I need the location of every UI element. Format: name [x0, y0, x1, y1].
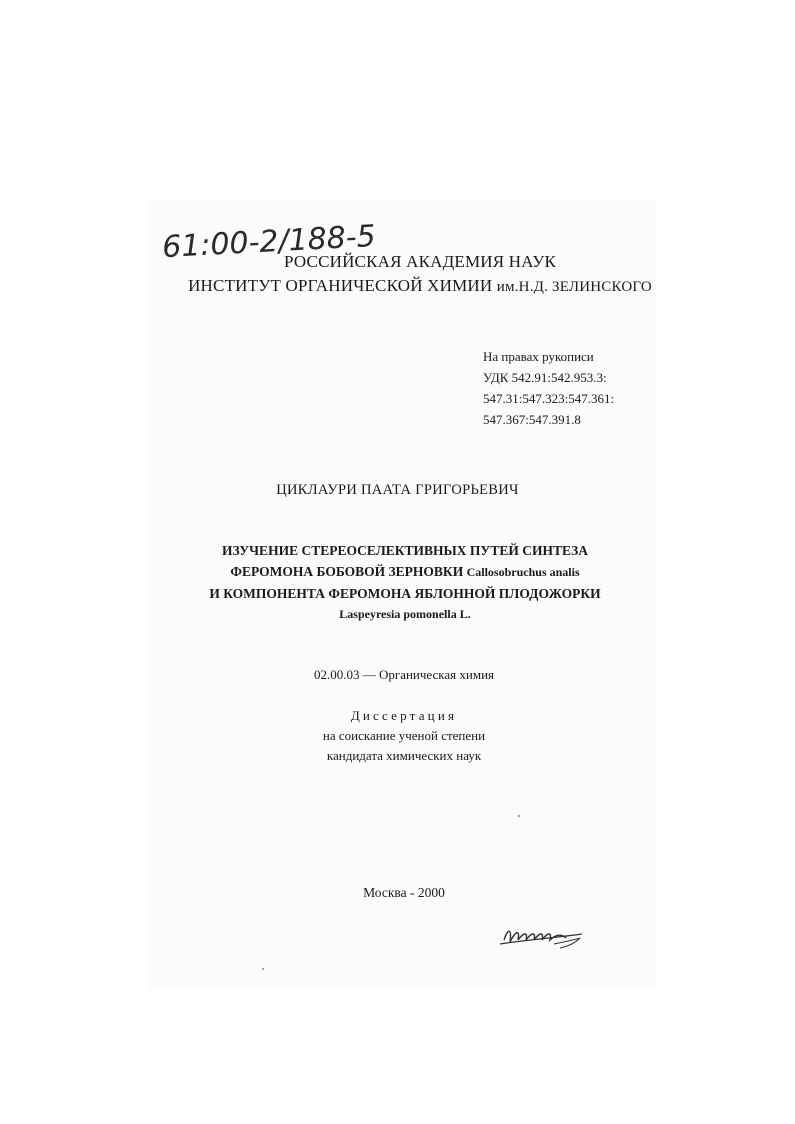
handwritten-signature: [494, 918, 594, 958]
specialty-code: 02.00.03 — Органическая химия: [313, 667, 495, 682]
degree-line-2: на соискание ученой степени: [322, 728, 486, 743]
title-species-1: Callosobruchus analis: [466, 565, 580, 579]
manuscript-meta: [483, 346, 614, 430]
dissertation-title: [120, 540, 690, 625]
title-line-2: [120, 561, 690, 583]
institution-name: ИНСТИТУТ ОРГАНИЧЕСКОЙ ХИМИИ: [188, 276, 493, 295]
title-species-2: Laspeyresia pomonella L.: [339, 607, 471, 621]
institution-namesake: им.Н.Д. ЗЕЛИНСКОГО: [496, 279, 652, 295]
scan-speck: [262, 968, 264, 970]
institution-line-1: РОССИЙСКАЯ АКАДЕМИЯ НАУК: [283, 252, 556, 271]
title-line-3: И КОМПОНЕНТА ФЕРОМОНА ЯБЛОННОЙ ПЛОДОЖОРКИ: [209, 586, 601, 601]
udk-line-1: УДК 542.91:542.953.3:: [483, 370, 607, 385]
institution-line-2: [120, 276, 720, 296]
degree-block: [0, 706, 795, 766]
udk-line-3: 547.367:547.391.8: [483, 412, 581, 427]
udk-line-2: 547.31:547.323:547.361:: [483, 391, 615, 406]
author-name: ЦИКЛАУРИ ПААТА ГРИГОРЬЕВИЧ: [276, 482, 519, 498]
degree-line-1: Диссертация: [350, 708, 458, 723]
title-line-2-main: ФЕРОМОНА БОБОВОЙ ЗЕРНОВКИ: [230, 564, 464, 579]
svg-text:61:00-2/188-5: 61:00-2/188-5: [161, 218, 377, 266]
scan-speck: [518, 815, 520, 817]
title-line-1: ИЗУЧЕНИЕ СТЕРЕОСЕЛЕКТИВНЫХ ПУТЕЙ СИНТЕЗА: [221, 543, 589, 558]
rights-note: На правах рукописи: [483, 349, 594, 364]
degree-line-3: кандидата химических наук: [326, 748, 482, 763]
city-year: Москва - 2000: [363, 885, 445, 900]
